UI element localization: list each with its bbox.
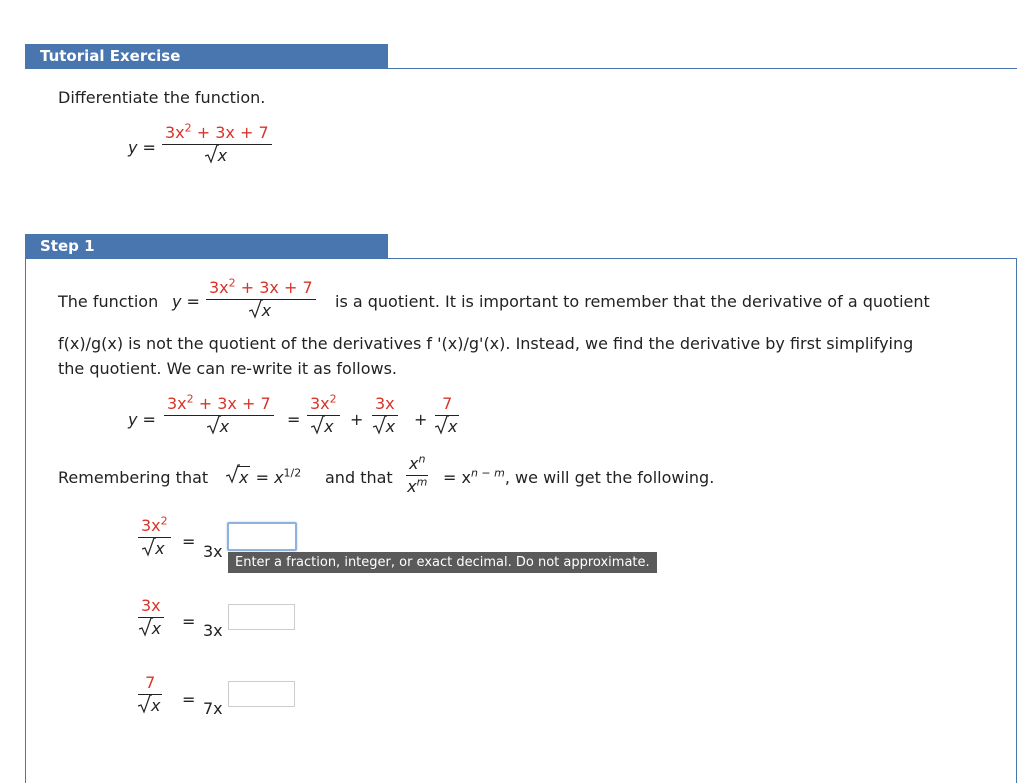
rewrite-fraction-3x: 3x x [372,396,398,435]
is-quotient-text: is a quotient. It is important to remember that the derivative of a quotient [335,292,930,311]
sqrt-symbol: x [139,621,163,637]
step-y-label: y = [172,292,200,311]
answer-2-equals: = [182,612,196,631]
rewrite-plus-1: + [350,410,364,429]
problem-y-label: y = [128,138,156,157]
answer-3-exponent-input[interactable] [228,681,295,707]
answer-1-fraction: $3x^2$ x [138,518,171,557]
explanation-line-3: the quotient. We can re-write it as follows. [58,359,398,378]
answer-2-coefficient: 3x [203,621,223,640]
answer-1-coefficient: 3x [203,542,223,561]
answer-3-coefficient: 7x [203,699,223,718]
the-function-text: The function [58,292,159,311]
sqrt-symbol: x [207,419,231,435]
rewrite-equals: = [287,410,301,429]
step-header [25,234,388,259]
rewrite-plus-2: + [414,410,428,429]
sqrt-symbol: x [373,419,397,435]
sqrt-symbol: x [138,698,162,714]
rewrite-fraction-3x2: $3x^2$ x [307,396,340,435]
answer-2-exponent-input[interactable] [228,604,295,630]
sqrt-symbol: x [311,419,335,435]
input-hint-tooltip: Enter a fraction, integer, or exact decimal. Do not approximate. [228,552,657,573]
step-fraction: $3x^2 + 3x + 7$ x [206,280,316,319]
sqrt-symbol: x [435,419,459,435]
answer-1-exponent-input[interactable] [227,522,297,551]
sqrt-symbol: x [205,148,229,164]
xn-minus-m: = $x^{n - m}$, we will get the following. [443,466,715,487]
and-that-text: and that [325,468,393,487]
tutorial-prompt: Differentiate the function. [58,88,266,107]
rewrite-fraction-7: 7 x [435,396,459,435]
problem-denominator [205,145,229,164]
explanation-line-2: f(x)/g(x) is not the quotient of the derivatives f '(x)/g'(x). Instead, we find the derivative by first simplifying [58,334,914,353]
sqrt-symbol: x [142,541,166,557]
answer-3-equals: = [182,690,196,709]
rewrite-y-label: y = [128,410,156,429]
remembering-text: Remembering that [58,468,209,487]
tutorial-header [25,44,388,69]
answer-3-fraction: 7 x [138,675,162,714]
step-title: Step 1 [40,237,95,255]
sqrt-symbol: x [249,303,273,319]
xn-over-xm: $x^n$ $x^m$ [407,452,428,496]
sqrt-equals-half: $x = x^{1/2}$ [226,468,301,487]
answer-1-equals: = [182,532,196,551]
problem-numerator: $3x^2 + 3x + 7$ [165,121,269,142]
rewrite-fraction-full: $3x^2 + 3x + 7$ x [164,396,274,435]
tutorial-header-line [388,68,1017,69]
answer-2-fraction: 3x x [138,598,164,637]
problem-fraction [162,121,272,165]
tutorial-title: Tutorial Exercise [40,47,181,65]
